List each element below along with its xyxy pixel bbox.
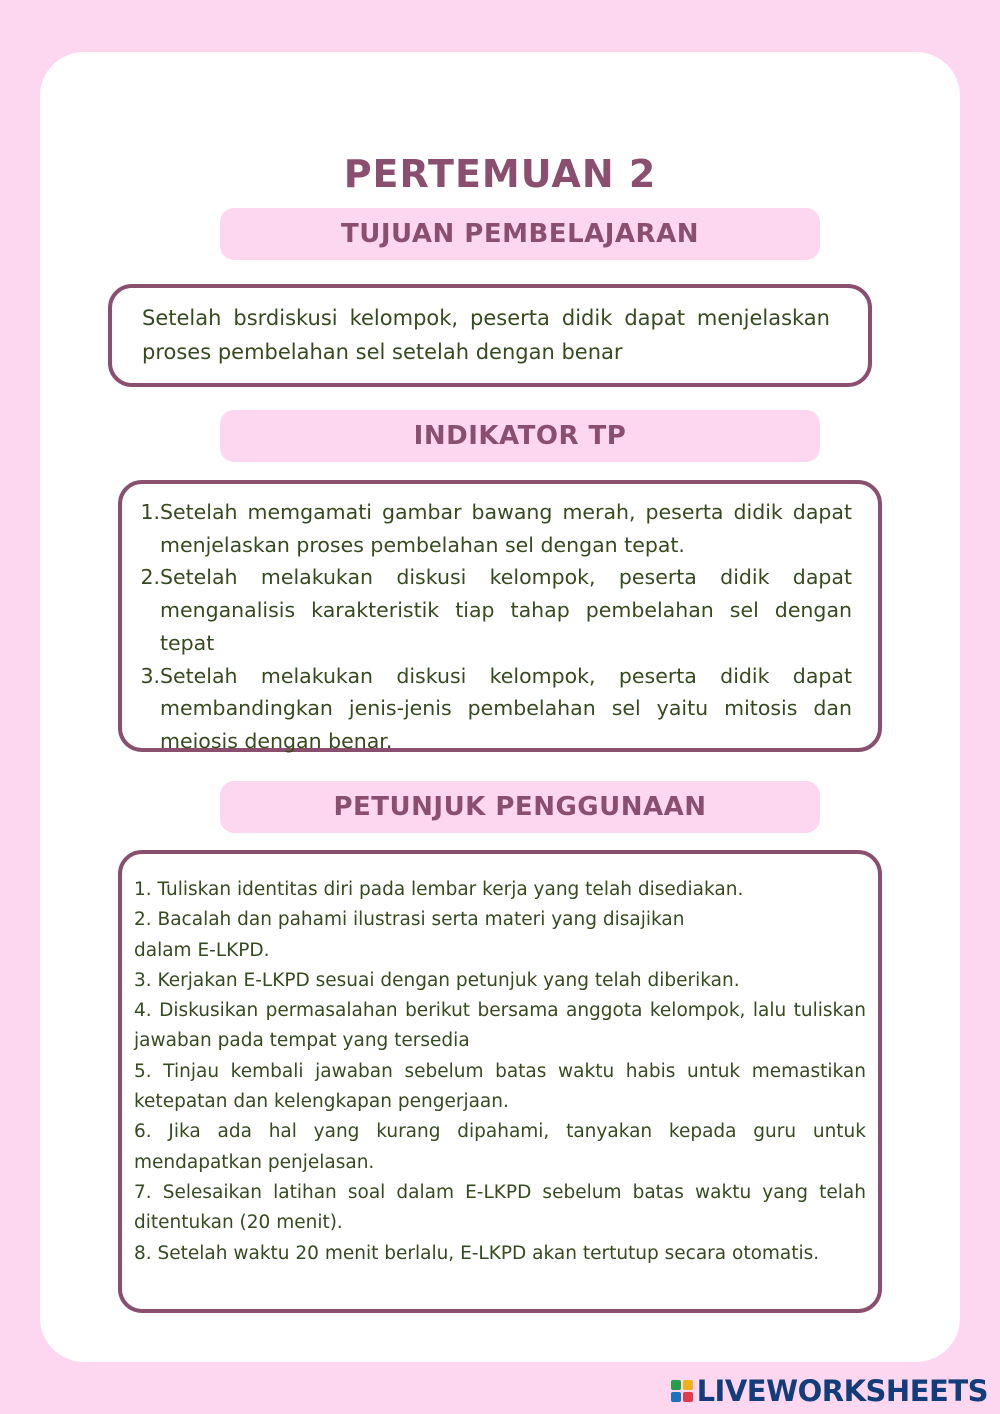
tujuan-text: Setelah bsrdiskusi kelompok, peserta didik dapat menjelaskan proses pembelahan sel setelah dengan benar [142, 306, 830, 364]
indikator-list [136, 496, 852, 758]
list-item-number: 3. [140, 663, 160, 688]
list-item [136, 660, 852, 758]
page-title: PERTEMUAN 2 [343, 152, 657, 196]
petunjuk-heading: PETUNJUK PENGGUNAAN [220, 781, 820, 833]
petunjuk-item: 3. Kerjakan E-LKPD sesuai dengan petunjuk yang telah diberikan. [134, 969, 740, 991]
petunjuk-item: 5. Tinjau kembali jawaban sebelum batas waktu habis untuk memastikan ketepatan dan kelengkapan pengerjaan. [134, 1060, 866, 1113]
petunjuk-box [118, 850, 882, 1313]
liveworksheets-logo-icon [671, 1380, 693, 1402]
list-item-number: 2. [140, 565, 160, 590]
list-item-text: Setelah melakukan diskusi kelompok, peserta didik dapat menganalisis karakteristik tiap tahap pembelahan sel dengan tepat [160, 565, 852, 655]
petunjuk-item: 1. Tuliskan identitas diri pada lembar kerja yang telah disediakan. [134, 879, 744, 900]
petunjuk-item: 4. Diskusikan permasalahan berikut bersama anggota kelompok, lalu tuliskan jawaban pada tempat yang tersedia [134, 1000, 866, 1052]
indikator-box [118, 480, 882, 752]
liveworksheets-logo-text: LIVEWORKSHEETS [696, 1374, 988, 1408]
list-item [136, 561, 852, 659]
list-item-number: 1. [140, 500, 160, 524]
petunjuk-item: 7. Selesaikan latihan soal dalam E-LKPD sebelum batas waktu yang telah ditentukan (20 menit). [134, 1181, 866, 1234]
petunjuk-item: 2. Bacalah dan pahami ilustrasi serta materi yang disajikan [134, 909, 685, 931]
petunjuk-item: dalam E-LKPD. [134, 939, 270, 961]
petunjuk-item: 8. Setelah waktu 20 menit berlalu, E-LKPD akan tertutup secara otomatis. [134, 1242, 820, 1264]
petunjuk-item: 6. Jika ada hal yang kurang dipahami, tanyakan kepada guru untuk mendapatkan penjelasan. [134, 1121, 866, 1173]
list-item-text: Setelah memgamati gambar bawang merah, peserta didik dapat menjelaskan proses pembelahan sel dengan tepat. [160, 500, 852, 557]
liveworksheets-logo[interactable] [671, 1374, 988, 1408]
tujuan-box [108, 284, 872, 387]
list-item-text: Setelah melakukan diskusi kelompok, peserta didik dapat membandingkan jenis-jenis pembelahan sel yaitu mitosis dan meiosis dengan benar. [160, 663, 852, 753]
list-item [136, 496, 852, 561]
tujuan-heading: TUJUAN PEMBELAJARAN [220, 208, 820, 260]
indikator-heading: INDIKATOR TP [220, 410, 820, 462]
